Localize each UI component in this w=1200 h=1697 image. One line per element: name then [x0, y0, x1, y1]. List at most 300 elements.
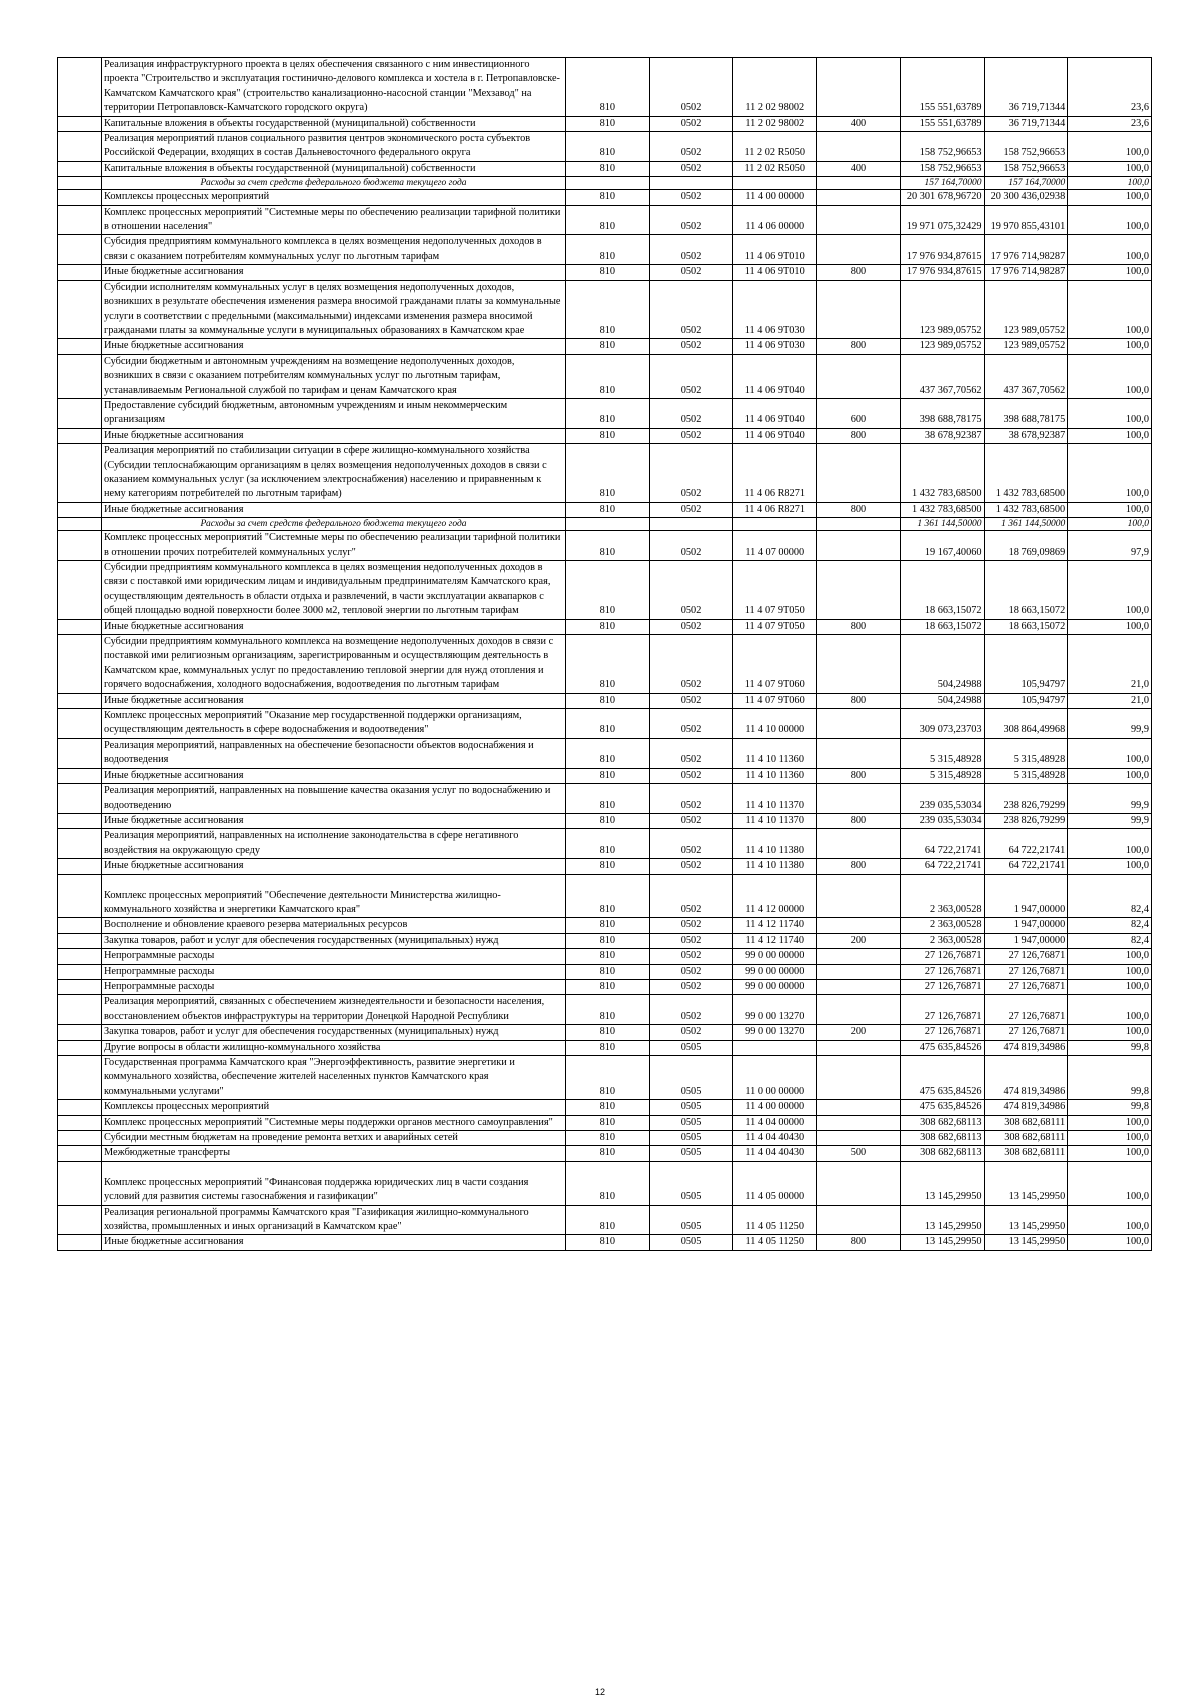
target-article-text: 11 2 02 R5050 — [744, 147, 806, 159]
actual-amount-text: 27 126,76871 — [1008, 950, 1066, 962]
blank-margin-cell — [58, 1235, 102, 1250]
actual-amount-text: 27 126,76871 — [1008, 1026, 1066, 1038]
planned-amount-text: 27 126,76871 — [924, 965, 982, 977]
percent-text: 23,6 — [1130, 102, 1149, 114]
row-name-cell — [102, 1146, 566, 1161]
blank-margin-cell — [58, 1025, 102, 1040]
table-row — [58, 265, 1152, 280]
planned-amount-text: 38 678,92387 — [924, 429, 982, 441]
expense-type-cell — [817, 502, 901, 517]
table-row — [58, 280, 1152, 339]
expense-type-cell — [817, 354, 901, 398]
row-name-text: Реализация мероприятий, направленных на повышение качества оказания услуг по водоснабжению и водоотведению — [104, 785, 551, 811]
actual-amount-cell — [984, 635, 1068, 694]
row-name-text: Субсидии предприятиям коммунального комплекса на возмещение недополученных доходов в связи с поставкой ими религиозным организациям, зарегистрированным и осуществляющим деятельность в Камчатском крае, коммунальных услуг по предоставлению тепловой энергии для нужд отопления и горячего водоснабжения, холодного водоснабжения, водоотведения по льготным тарифам — [104, 636, 554, 691]
planned-amount-cell — [900, 784, 984, 814]
section-code-cell — [649, 235, 733, 265]
grbs-cell — [566, 444, 650, 503]
actual-amount-cell — [984, 1161, 1068, 1205]
planned-amount-cell — [900, 1115, 984, 1130]
grbs-cell — [566, 709, 650, 739]
target-article-text: 99 0 00 00000 — [745, 980, 805, 992]
row-name-text: Комплекс процессных мероприятий "Системные меры по обеспечению реализации тарифной политики в отношении населения" — [104, 206, 561, 233]
percent-cell — [1068, 933, 1152, 948]
target-article-text: 11 4 06 9Т030 — [744, 340, 805, 352]
percent-text: 21,0 — [1130, 679, 1149, 691]
actual-amount-cell — [984, 132, 1068, 162]
expense-type-cell — [817, 1115, 901, 1130]
target-article-cell — [733, 354, 817, 398]
row-name-cell — [102, 531, 566, 561]
section-code-cell — [649, 132, 733, 162]
table-row — [58, 561, 1152, 620]
grbs-cell — [566, 813, 650, 828]
section-code-cell — [649, 1235, 733, 1250]
section-code-text: 0502 — [680, 102, 702, 114]
actual-amount-cell — [984, 964, 1068, 979]
row-name-text: Реализация региональной программы Камчатского края "Газификация жилищно-коммунального хозяйства, промышленных и иных организаций в Камчатском крае" — [104, 1206, 529, 1233]
planned-amount-cell — [900, 502, 984, 517]
grbs-cell — [566, 829, 650, 859]
actual-amount-cell — [984, 1040, 1068, 1055]
blank-margin-cell — [58, 813, 102, 828]
planned-amount-cell — [900, 1235, 984, 1250]
section-code-text: 0502 — [680, 934, 702, 946]
grbs-cell — [566, 58, 650, 117]
percent-cell — [1068, 635, 1152, 694]
planned-amount-cell — [900, 693, 984, 708]
planned-amount-cell — [900, 964, 984, 979]
planned-amount-text: 158 752,96653 — [919, 147, 982, 159]
expense-type-cell — [817, 813, 901, 828]
section-code-cell — [649, 1025, 733, 1040]
actual-amount-text: 123 989,05752 — [1003, 324, 1066, 336]
planned-amount-cell — [900, 859, 984, 874]
expense-type-text: 200 — [850, 934, 867, 946]
blank-margin-cell — [58, 531, 102, 561]
planned-amount-cell — [900, 428, 984, 443]
actual-amount-cell — [984, 398, 1068, 428]
row-name-cell — [102, 1056, 566, 1100]
table-row — [58, 1115, 1152, 1130]
planned-amount-text: 13 145,29950 — [924, 1191, 982, 1203]
percent-cell — [1068, 561, 1152, 620]
section-code-text: 0502 — [680, 965, 702, 977]
target-article-cell — [733, 161, 817, 176]
target-article-text: 11 4 05 11250 — [745, 1236, 804, 1248]
blank-margin-cell — [58, 190, 102, 205]
planned-amount-cell — [900, 398, 984, 428]
grbs-cell — [566, 531, 650, 561]
target-article-text: 11 4 10 11360 — [745, 754, 804, 766]
target-article-cell — [733, 280, 817, 339]
blank-margin-cell — [58, 964, 102, 979]
target-article-text: 11 4 06 9Т010 — [744, 266, 805, 278]
section-code-text: 0505 — [680, 1116, 702, 1128]
percent-text: 100,0 — [1125, 147, 1149, 159]
section-code-cell — [649, 874, 733, 918]
expense-type-text: 800 — [850, 266, 867, 278]
planned-amount-text: 20 301 678,96720 — [906, 191, 982, 203]
percent-cell — [1068, 949, 1152, 964]
percent-text: 100,0 — [1125, 266, 1149, 278]
blank-margin-cell — [58, 398, 102, 428]
actual-amount-text: 158 752,96653 — [1003, 162, 1066, 174]
expense-type-cell — [817, 995, 901, 1025]
section-code-text: 0502 — [680, 221, 702, 233]
target-article-cell — [733, 177, 817, 190]
table-row — [58, 1040, 1152, 1055]
section-code-text: 0502 — [680, 340, 702, 352]
section-code-text: 0505 — [680, 1191, 702, 1203]
expense-type-cell — [817, 518, 901, 531]
row-name-cell — [102, 918, 566, 933]
actual-amount-text: 38 678,92387 — [1008, 429, 1066, 441]
planned-amount-text: 5 315,48928 — [930, 754, 982, 766]
grbs-text: 810 — [599, 934, 616, 946]
planned-amount-cell — [900, 354, 984, 398]
section-code-text: 0502 — [680, 694, 702, 706]
section-code-cell — [649, 502, 733, 517]
row-name-text: Реализация мероприятий планов социального развития центров экономического роста субъектов Российской Федерации, входящих в состав Дальневосточного федерального округа — [104, 133, 531, 159]
actual-amount-cell — [984, 205, 1068, 235]
percent-text: 100,0 — [1125, 503, 1149, 515]
row-name-cell — [102, 116, 566, 131]
planned-amount-text: 5 315,48928 — [930, 769, 982, 781]
section-code-text: 0502 — [680, 429, 702, 441]
row-name-text: Комплексы процессных мероприятий — [104, 1101, 270, 1113]
percent-cell — [1068, 918, 1152, 933]
grbs-text: 810 — [599, 191, 616, 203]
expense-type-cell — [817, 709, 901, 739]
grbs-text: 810 — [599, 694, 616, 706]
expense-type-cell — [817, 235, 901, 265]
target-article-text: 11 4 00 00000 — [745, 191, 805, 203]
grbs-cell — [566, 1040, 650, 1055]
percent-text: 100,0 — [1125, 1132, 1149, 1144]
section-code-text: 0502 — [680, 117, 702, 129]
budget-table-body — [58, 58, 1152, 1251]
target-article-text: 11 4 07 9Т050 — [744, 605, 805, 617]
planned-amount-text: 308 682,68113 — [920, 1132, 982, 1144]
section-code-text: 0502 — [680, 503, 702, 515]
row-name-text: Капитальные вложения в объекты государственной (муниципальной) собственности — [104, 162, 476, 174]
planned-amount-text: 437 367,70562 — [919, 384, 982, 396]
table-row — [58, 918, 1152, 933]
section-code-cell — [649, 58, 733, 117]
grbs-text: 810 — [599, 102, 616, 114]
actual-amount-text: 1 432 783,68500 — [995, 503, 1066, 515]
actual-amount-cell — [984, 1235, 1068, 1250]
grbs-cell — [566, 354, 650, 398]
actual-amount-cell — [984, 859, 1068, 874]
target-article-text: 11 4 10 11380 — [745, 844, 804, 856]
table-row — [58, 205, 1152, 235]
expense-type-cell — [817, 1205, 901, 1235]
percent-text: 100,0 — [1125, 1026, 1149, 1038]
planned-amount-cell — [900, 339, 984, 354]
row-name-text: Другие вопросы в области жилищно-коммунального хозяйства — [104, 1041, 381, 1053]
blank-margin-cell — [58, 995, 102, 1025]
blank-margin-cell — [58, 502, 102, 517]
table-row — [58, 161, 1152, 176]
planned-amount-cell — [900, 205, 984, 235]
actual-amount-cell — [984, 235, 1068, 265]
target-article-cell — [733, 1146, 817, 1161]
planned-amount-text: 155 551,63789 — [919, 117, 982, 129]
expense-type-cell — [817, 1040, 901, 1055]
federal-budget-row — [58, 177, 1152, 190]
row-name-cell — [102, 829, 566, 859]
planned-amount-cell — [900, 829, 984, 859]
actual-amount-text: 474 819,34986 — [1003, 1085, 1066, 1097]
section-code-cell — [649, 995, 733, 1025]
row-name-text: Комплекс процессных мероприятий "Финансовая поддержка юридических лиц в части создания условий для развития системы газоснабжения и газификации" — [104, 1176, 529, 1203]
grbs-cell — [566, 205, 650, 235]
actual-amount-text: 238 826,79299 — [1003, 799, 1066, 811]
blank-margin-cell — [58, 1040, 102, 1055]
blank-margin-cell — [58, 768, 102, 783]
percent-cell — [1068, 58, 1152, 117]
blank-margin-cell — [58, 635, 102, 694]
planned-amount-cell — [900, 918, 984, 933]
percent-text: 100,0 — [1125, 221, 1149, 233]
row-name-cell — [102, 874, 566, 918]
percent-text: 100,0 — [1125, 754, 1149, 766]
row-name-text: Иные бюджетные ассигнования — [104, 266, 244, 278]
blank-margin-cell — [58, 738, 102, 768]
percent-cell — [1068, 1131, 1152, 1146]
target-article-cell — [733, 502, 817, 517]
row-name-text: Комплексы процессных мероприятий — [104, 191, 270, 203]
planned-amount-text: 27 126,76871 — [924, 1010, 982, 1022]
grbs-cell — [566, 132, 650, 162]
planned-amount-cell — [900, 813, 984, 828]
grbs-text: 810 — [599, 724, 616, 736]
table-row — [58, 964, 1152, 979]
page-number: 12 — [594, 1687, 605, 1697]
row-name-text: Иные бюджетные ассигнования — [104, 620, 244, 632]
actual-amount-cell — [984, 829, 1068, 859]
percent-cell — [1068, 979, 1152, 994]
expense-type-cell — [817, 339, 901, 354]
percent-text: 100,0 — [1125, 1010, 1149, 1022]
target-article-cell — [733, 339, 817, 354]
section-code-cell — [649, 531, 733, 561]
actual-amount-text: 105,94797 — [1021, 679, 1066, 691]
grbs-text: 810 — [599, 503, 616, 515]
percent-text: 100,0 — [1125, 429, 1149, 441]
target-article-cell — [733, 693, 817, 708]
planned-amount-text: 239 035,53034 — [919, 799, 982, 811]
target-article-cell — [733, 933, 817, 948]
percent-text: 21,0 — [1130, 694, 1149, 706]
percent-cell — [1068, 738, 1152, 768]
actual-amount-text: 474 819,34986 — [1003, 1041, 1066, 1053]
percent-text: 100,0 — [1125, 1191, 1149, 1203]
target-article-text: 11 4 12 11740 — [745, 934, 804, 946]
actual-amount-text: 157 164,70000 — [1008, 178, 1066, 189]
expense-type-text: 400 — [850, 117, 867, 129]
blank-margin-cell — [58, 1131, 102, 1146]
section-code-cell — [649, 116, 733, 131]
grbs-cell — [566, 561, 650, 620]
actual-amount-text: 17 976 714,98287 — [990, 250, 1066, 262]
blank-margin-cell — [58, 339, 102, 354]
grbs-cell — [566, 874, 650, 918]
grbs-cell — [566, 1235, 650, 1250]
grbs-cell — [566, 339, 650, 354]
grbs-text: 810 — [599, 769, 616, 781]
planned-amount-text: 504,24988 — [937, 679, 982, 691]
planned-amount-cell — [900, 768, 984, 783]
row-name-cell — [102, 738, 566, 768]
target-article-text: 99 0 00 13270 — [745, 1026, 805, 1038]
actual-amount-text: 17 976 714,98287 — [990, 266, 1066, 278]
section-code-cell — [649, 161, 733, 176]
section-code-cell — [649, 784, 733, 814]
actual-amount-text: 1 432 783,68500 — [995, 488, 1066, 500]
row-name-text: Комплекс процессных мероприятий "Системные меры поддержки органов местного самоуправления" — [104, 1116, 553, 1128]
expense-type-cell — [817, 531, 901, 561]
grbs-text: 810 — [599, 429, 616, 441]
blank-margin-cell — [58, 784, 102, 814]
grbs-text: 810 — [599, 1236, 616, 1248]
row-name-cell — [102, 161, 566, 176]
blank-margin-cell — [58, 1161, 102, 1205]
target-article-cell — [733, 1115, 817, 1130]
expense-type-cell — [817, 161, 901, 176]
actual-amount-text: 36 719,71344 — [1008, 102, 1066, 114]
target-article-text: 11 2 02 98002 — [745, 102, 805, 114]
grbs-cell — [566, 964, 650, 979]
grbs-text: 810 — [599, 980, 616, 992]
target-article-text: 11 4 07 9Т050 — [744, 620, 805, 632]
row-name-cell — [102, 1025, 566, 1040]
expense-type-cell — [817, 619, 901, 634]
planned-amount-cell — [900, 979, 984, 994]
target-article-cell — [733, 768, 817, 783]
blank-margin-cell — [58, 428, 102, 443]
section-code-cell — [649, 918, 733, 933]
actual-amount-cell — [984, 1025, 1068, 1040]
planned-amount-text: 64 722,21741 — [924, 844, 982, 856]
percent-cell — [1068, 354, 1152, 398]
table-row — [58, 619, 1152, 634]
grbs-cell — [566, 738, 650, 768]
target-article-text: 11 4 10 11370 — [745, 814, 804, 826]
target-article-cell — [733, 619, 817, 634]
planned-amount-text: 155 551,63789 — [919, 102, 982, 114]
row-name-text: Закупка товаров, работ и услуг для обеспечения государственных (муниципальных) нужд — [104, 934, 499, 946]
section-code-text: 0502 — [680, 605, 702, 617]
percent-text: 82,4 — [1130, 919, 1149, 931]
grbs-cell — [566, 768, 650, 783]
section-code-text: 0502 — [680, 814, 702, 826]
row-name-cell — [102, 177, 566, 190]
actual-amount-text: 238 826,79299 — [1003, 814, 1066, 826]
blank-margin-cell — [58, 1115, 102, 1130]
row-name-cell — [102, 1161, 566, 1205]
section-code-cell — [649, 949, 733, 964]
actual-amount-cell — [984, 502, 1068, 517]
row-name-cell — [102, 339, 566, 354]
percent-cell — [1068, 1146, 1152, 1161]
planned-amount-text: 19 167,40060 — [924, 546, 982, 558]
section-code-cell — [649, 444, 733, 503]
expense-type-cell — [817, 398, 901, 428]
grbs-text: 810 — [599, 620, 616, 632]
percent-cell — [1068, 1161, 1152, 1205]
row-name-cell — [102, 1235, 566, 1250]
section-code-text: 0505 — [680, 1085, 702, 1097]
row-name-cell — [102, 265, 566, 280]
target-article-text: 11 4 07 9Т060 — [744, 679, 805, 691]
expense-type-cell — [817, 280, 901, 339]
planned-amount-text: 1 432 783,68500 — [912, 503, 982, 515]
percent-cell — [1068, 693, 1152, 708]
percent-cell — [1068, 502, 1152, 517]
actual-amount-cell — [984, 116, 1068, 131]
actual-amount-cell — [984, 518, 1068, 531]
actual-amount-text: 36 719,71344 — [1008, 117, 1066, 129]
grbs-text: 810 — [599, 1010, 616, 1022]
actual-amount-cell — [984, 768, 1068, 783]
actual-amount-text: 18 769,09869 — [1008, 546, 1066, 558]
target-article-text: 11 4 10 00000 — [745, 724, 805, 736]
planned-amount-cell — [900, 161, 984, 176]
blank-margin-cell — [58, 280, 102, 339]
actual-amount-text: 20 300 436,02938 — [990, 191, 1066, 203]
actual-amount-text: 5 315,48928 — [1013, 754, 1066, 766]
planned-amount-cell — [900, 132, 984, 162]
row-name-cell — [102, 619, 566, 634]
planned-amount-cell — [900, 177, 984, 190]
row-name-text: Непрограммные расходы — [104, 950, 215, 962]
row-name-text: Восполнение и обновление краевого резерва материальных ресурсов — [104, 919, 408, 931]
percent-text: 100,0 — [1127, 178, 1149, 189]
planned-amount-cell — [900, 1205, 984, 1235]
row-name-text: Реализация мероприятий, направленных на обеспечение безопасности объектов водоснабжения и водоотведения — [104, 739, 534, 766]
expense-type-text: 800 — [850, 814, 867, 826]
section-code-cell — [649, 354, 733, 398]
row-name-text: Иные бюджетные ассигнования — [104, 503, 244, 515]
target-article-text: 99 0 00 00000 — [745, 950, 805, 962]
percent-text: 100,0 — [1125, 844, 1149, 856]
row-name-text: Субсидии предприятиям коммунального комплекса в целях возмещения недополученных доходов в связи с поставкой ими юридическим лицам и индивидуальным предпринимателям Камчатского края, осуществляющим деятельность в области отдыха и развлечений, в части эксплуатации аквапарков с общей площадью водной поверхности более 3000 м2, тепловой энергии по льготным тарифам — [104, 562, 551, 617]
row-name-cell — [102, 1100, 566, 1115]
target-article-cell — [733, 235, 817, 265]
actual-amount-text: 437 367,70562 — [1003, 384, 1066, 396]
table-row — [58, 693, 1152, 708]
percent-cell — [1068, 1040, 1152, 1055]
planned-amount-text: 308 682,68113 — [920, 1116, 982, 1128]
actual-amount-cell — [984, 979, 1068, 994]
table-row — [58, 1100, 1152, 1115]
expense-type-cell — [817, 738, 901, 768]
planned-amount-cell — [900, 531, 984, 561]
actual-amount-cell — [984, 561, 1068, 620]
target-article-text: 99 0 00 00000 — [745, 965, 805, 977]
blank-margin-cell — [58, 1146, 102, 1161]
target-article-text: 11 4 07 00000 — [745, 546, 805, 558]
actual-amount-cell — [984, 1146, 1068, 1161]
grbs-text: 810 — [599, 340, 616, 352]
target-article-cell — [733, 738, 817, 768]
table-row — [58, 354, 1152, 398]
grbs-cell — [566, 116, 650, 131]
target-article-text: 11 4 10 11370 — [745, 799, 804, 811]
